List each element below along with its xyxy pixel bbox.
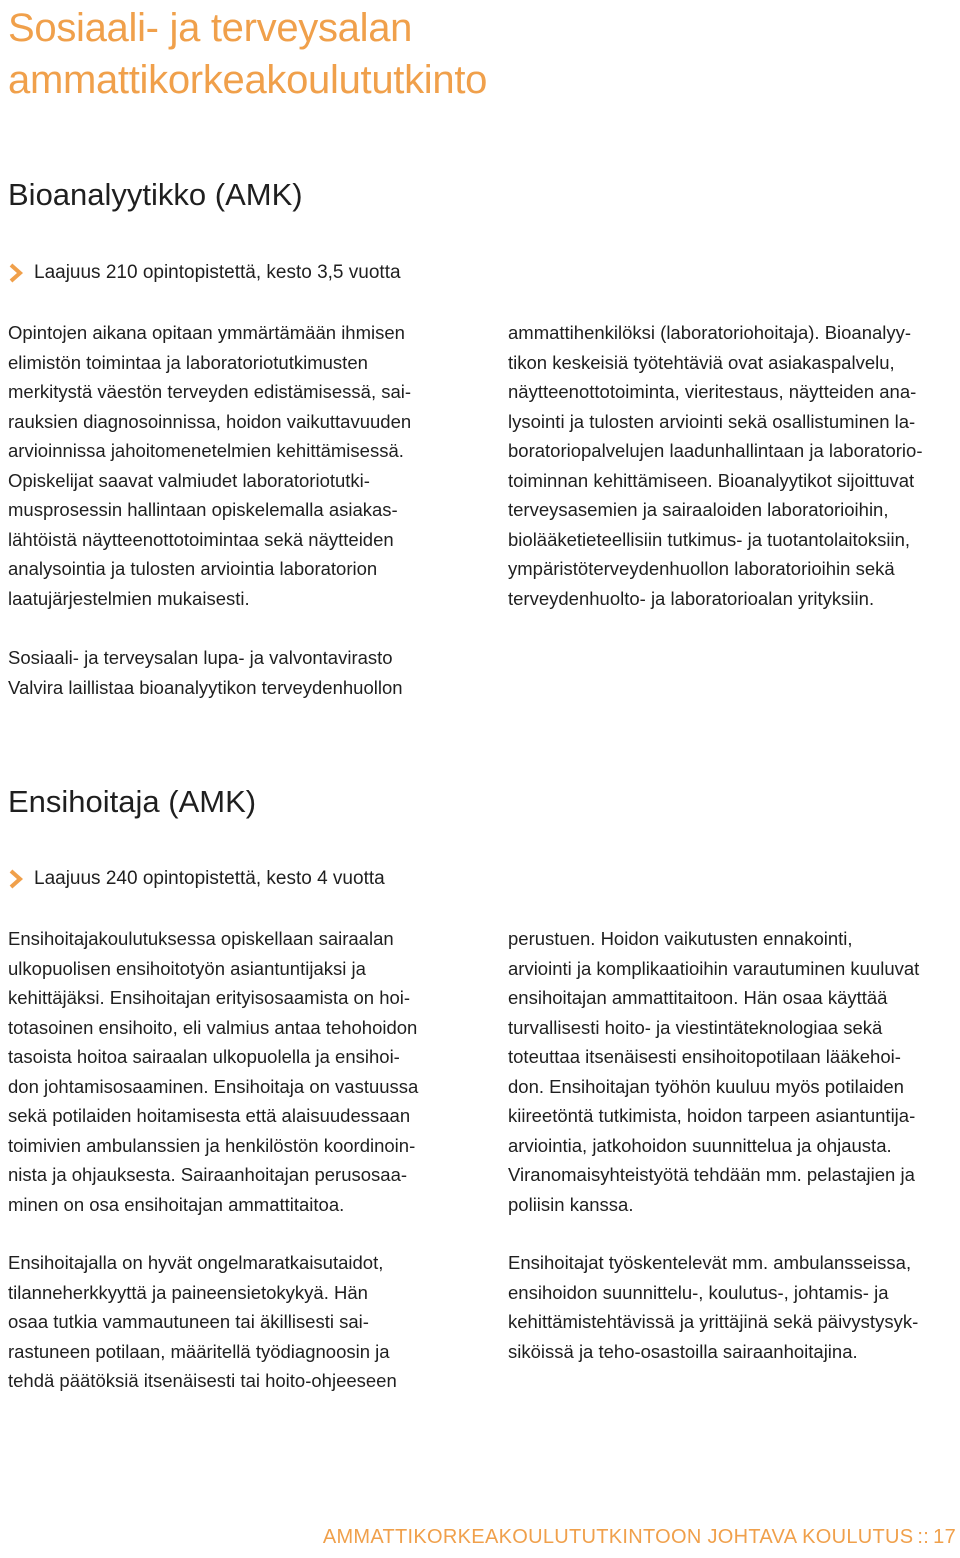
duration-highlight-bioanalyytikko	[8, 259, 401, 287]
text-line: tasoista hoitoa sairaalan ulkopuolella ja ensihoi-	[8, 1046, 400, 1067]
text-line: analysointia ja tulosten arviointia laboratorion	[8, 558, 378, 579]
text-line: ensihoidon suunnittelu-, koulutus-, johtamis- ja	[508, 1281, 889, 1303]
paragraph	[8, 643, 460, 702]
text-line: Ensihoitajalla on hyvät ongelmaratkaisutaidot,	[8, 1252, 384, 1273]
footer-separator: ::	[917, 1526, 930, 1548]
text-line: ammattihenkilöksi (laboratoriohoitaja). Bioanalyy-	[508, 322, 912, 343]
text-line: ulkopuolisen ensihoitotyön asiantuntijaksi ja	[8, 957, 366, 979]
text-line: siköissä ja teho-osastoilla sairaanhoitajina.	[508, 1340, 858, 1362]
text-line: elimistön toimintaa ja laboratoriotutkimusten	[8, 351, 368, 373]
duration-text: Laajuus 210 opintopistettä, kesto 3,5 vuotta	[34, 262, 401, 283]
bioanalyytikko-right-column	[508, 318, 960, 613]
section-title-ensihoitaja: Ensihoitaja (AMK)	[8, 784, 257, 819]
text-line: rastuneen potilaan, määritellä työdiagnoosin ja	[8, 1340, 390, 1362]
text-line: sekä potilaiden hoitamisesta että alaisuudessaan	[8, 1105, 411, 1126]
ensihoitaja-left-column	[8, 924, 460, 1219]
paragraph	[508, 924, 960, 1219]
text-line: arvioinnissa jahoitomenetelmien kehittämisessä.	[8, 440, 404, 461]
text-line: don. Ensihoitajan työhön kuuluu myös potilaiden	[508, 1075, 904, 1097]
page-number: 17	[933, 1526, 956, 1548]
page-title	[8, 2, 948, 106]
text-line: don johtamisosaaminen. Ensihoitaja on vastuussa	[8, 1075, 419, 1097]
paragraph	[508, 1248, 960, 1366]
paragraph	[8, 318, 460, 613]
text-line: arviointi ja komplikaatioihin varautuminen kuuluvat	[508, 957, 920, 979]
text-line: toimivien ambulanssien ja henkilöstön koordinoin-	[8, 1134, 416, 1156]
ensihoitaja-right-column-2	[508, 1248, 960, 1366]
page-title-line-1: Sosiaali- ja terveysalan	[8, 6, 413, 50]
text-line: laatujärjestelmien mukaisesti.	[8, 587, 250, 609]
text-line: nista ja ohjauksesta. Sairaanhoitajan perusosaa-	[8, 1164, 408, 1185]
text-line: merkitystä väestön terveyden edistämisessä, sai-	[8, 381, 412, 402]
chevron-right-icon	[8, 263, 24, 283]
text-line: tilanneherkkyyttä ja paineensietokykyä. Hän	[8, 1281, 368, 1303]
text-line: turvallisesti hoito- ja viestintäteknologiaa sekä	[508, 1016, 883, 1038]
text-line: tikon keskeisiä työtehtäviä ovat asiakaspalvelu,	[508, 351, 895, 373]
paragraph	[8, 1248, 460, 1396]
text-line: musprosessin hallintaan opiskelemalla asiakas-	[8, 499, 398, 520]
paragraph	[508, 318, 960, 613]
ensihoitaja-right-column	[508, 924, 960, 1219]
text-line: tehdä päätöksiä itsenäisesti tai hoito-ohjeeseen	[8, 1370, 397, 1391]
text-line: Viranomaisyhteistyötä tehdään mm. pelastajien ja	[508, 1164, 915, 1185]
paragraph	[8, 924, 460, 1219]
text-line: kehittämistehtävissä ja yrittäjinä sekä päivystysyk-	[508, 1311, 919, 1332]
bioanalyytikko-left-column-2	[8, 643, 460, 702]
text-line: biolääketieteellisiin tutkimus- ja tuotantolaitoksiin,	[508, 528, 911, 550]
text-line: terveysasemien ja sairaaloiden laboratorioihin,	[508, 499, 889, 520]
text-line: Sosiaali- ja terveysalan lupa- ja valvontavirasto	[8, 647, 393, 668]
text-line: toiminnan kehittämiseen. Bioanalyytikot sijoittuvat	[508, 469, 915, 491]
text-line: arviointia, jatkohoidon suunnittelua ja ohjausta.	[508, 1134, 892, 1156]
text-line: minen on osa ensihoitajan ammattitaitoa.	[8, 1193, 345, 1215]
text-line: toteuttaa itsenäisesti ensihoitopotilaan lääkehoi-	[508, 1046, 901, 1067]
bioanalyytikko-left-column	[8, 318, 460, 613]
text-line: lähtöistä näytteenottotoimintaa sekä näytteiden	[8, 528, 394, 550]
text-line: näytteenottotoiminta, vieritestaus, näytteiden ana-	[508, 381, 917, 402]
text-line: Ensihoitajakoulutuksessa opiskellaan sairaalan	[8, 928, 394, 949]
text-line: ympäristöterveydenhuollon laboratorioihin sekä	[508, 558, 895, 579]
text-line: kehittäjäksi. Ensihoitajan erityisosaamista on hoi-	[8, 987, 411, 1008]
page-footer	[323, 1524, 956, 1550]
duration-text: Laajuus 240 opintopistettä, kesto 4 vuotta	[34, 868, 385, 889]
text-line: perustuen. Hoidon vaikutusten ennakointi,	[508, 928, 853, 949]
text-line: lysointi ja tulosten arviointi sekä osallistuminen la-	[508, 410, 916, 432]
section-title-bioanalyytikko: Bioanalyytikko (AMK)	[8, 177, 303, 212]
text-line: Ensihoitajat työskentelevät mm. ambulansseissa,	[508, 1252, 912, 1273]
text-line: Opiskelijat saavat valmiudet laboratoriotutki-	[8, 469, 370, 491]
duration-highlight-ensihoitaja	[8, 865, 385, 893]
text-line: ensihoitajan ammattitaitoon. Hän osaa käyttää	[508, 987, 888, 1008]
text-line: Opintojen aikana opitaan ymmärtämään ihmisen	[8, 322, 405, 343]
text-line: terveydenhuolto- ja laboratorioalan yrityksiin.	[508, 587, 875, 609]
text-line: poliisin kanssa.	[508, 1193, 634, 1215]
text-line: boratoriopalvelujen laadunhallintaan ja laboratorio-	[508, 440, 923, 461]
page-title-line-2: ammattikorkeakoulututkinto	[8, 58, 488, 102]
text-line: Valvira laillistaa bioanalyytikon terveydenhuollon	[8, 676, 403, 698]
chevron-right-icon	[8, 869, 24, 889]
ensihoitaja-left-column-2	[8, 1248, 460, 1396]
footer-text: AMMATTIKORKEAKOULUTUTKINTOON JOHTAVA KOULUTUS	[322, 1526, 914, 1548]
text-line: rauksien diagnosoinnissa, hoidon vaikuttavuuden	[8, 410, 412, 432]
text-line: kiireetöntä tutkimista, hoidon tarpeen asiantuntija-	[508, 1105, 916, 1126]
text-line: totasoinen ensihoito, eli valmius antaa tehohoidon	[8, 1016, 418, 1038]
text-line: osaa tutkia vammautuneen tai äkillisesti sai-	[8, 1311, 369, 1332]
